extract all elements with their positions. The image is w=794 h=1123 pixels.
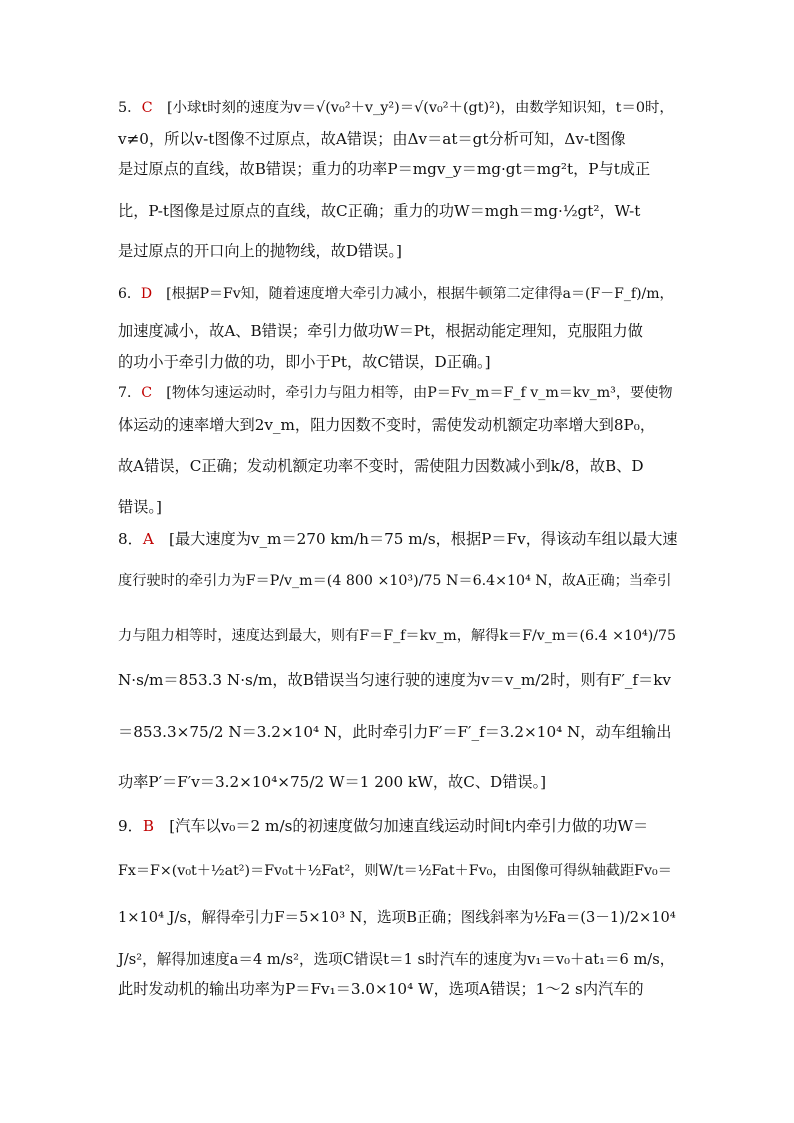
- solution-5-number: 5: [118, 100, 128, 116]
- solution-5-line-3: 是过原点的直线，故B错误；重力的功率P＝mgv_y＝mg·gt＝mg²t，P与t成正: [118, 160, 651, 178]
- solution-7-line-3: 故A错误，C正确；发动机额定功率不变时，需使阻力因数减小到k/8，故B、D: [118, 457, 644, 475]
- solution-9-line-5: 此时发动机的输出功率为P＝Fv₁＝3.0×10⁴ W，选项A错误；1～2 s内汽车的: [118, 980, 644, 998]
- solution-6-number: 6: [118, 286, 127, 302]
- solution-9-number: 9: [118, 817, 128, 835]
- solution-5-line-1: 5．C [小球t时刻的速度为v＝√(v₀²＋v_y²)＝√(v₀²＋(gt)²)，由数学知识知，t＝0时，: [118, 100, 674, 116]
- solution-7-line-1: 7．C [物体匀速运动时，牵引力与阻力相等，由P＝Fv_m＝F_f v_m＝kv_m³，要使物: [118, 385, 673, 401]
- solution-7-line-2: 体运动的速率增大到2v_m，阻力因数不变时，需使发动机额定功率增大到8P₀，: [118, 416, 656, 434]
- solution-9-line-4: J/s²，解得加速度a＝4 m/s²，选项C错误t＝1 s时汽车的速度为v₁＝v₀＋at₁＝6 m/s，: [118, 951, 675, 968]
- solution-8-number: 8: [118, 530, 128, 548]
- solution-8-answer: A: [142, 530, 154, 548]
- solution-6-answer: D: [140, 286, 153, 302]
- solution-7-answer: C: [141, 385, 153, 401]
- solution-7-number: 7: [118, 385, 128, 401]
- solution-9-answer: B: [142, 817, 155, 835]
- solution-6-line-2: 加速度减小，故A、B错误；牵引力做功W＝Pt，根据动能定理知，克服阻力做: [118, 322, 643, 340]
- solution-8-line-2: 度行驶时的牵引力为F＝P/v_m＝(4 800 ×10³)/75 N＝6.4×10⁴ N，故A正确；当牵引: [118, 573, 672, 589]
- solution-8-line-6: 功率P′＝F′v＝3.2×10⁴×75/2 W＝1 200 kW，故C、D错误。]: [118, 773, 547, 791]
- solution-8-line-3: 力与阻力相等时，速度达到最大，则有F＝F_f＝kv_m，解得k＝F/v_m＝(6.4 ×10⁴)/75: [118, 628, 677, 644]
- solution-8-line-1: 8．A [最大速度为v_m＝270 km/h＝75 m/s，根据P＝Fv，得该动车组以最大速: [118, 530, 678, 548]
- solution-5-answer: C: [141, 100, 153, 116]
- solution-6-line-1: 6．D [根据P＝Fv知，随着速度增大牵引力减小，根据牛顿第二定律得a＝(F－F_f)/m，: [118, 286, 674, 302]
- solution-9-line-2: Fx＝F×(v₀t＋½at²)＝Fv₀t＋½Fat²，则W/t＝½Fat＋Fv₀，由图像可得纵轴截距Fv₀＝: [118, 863, 672, 879]
- solution-5-line-4: 比，P-t图像是过原点的直线，故C正确；重力的功W＝mgh＝mg·½gt²，W-t: [118, 202, 641, 220]
- solution-8-line-5: ＝853.3×75/2 N＝3.2×10⁴ N，此时牵引力F′＝F′_f＝3.2×10⁴ N，动车组输出: [118, 723, 672, 741]
- solution-6-line-3: 的功小于牵引力做的功，即小于Pt，故C错误，D正确。]: [118, 353, 491, 371]
- solution-5-line-5: 是过原点的开口向上的抛物线，故D错误。]: [118, 242, 402, 260]
- solution-9-line-3: 1×10⁴ J/s，解得牵引力F＝5×10³ N，选项B正确；图线斜率为½Fa＝(3－1)/2×10⁴: [118, 909, 676, 926]
- solution-8-line-4: N·s/m＝853.3 N·s/m，故B错误当匀速行驶的速度为v＝v_m/2时，则有F′_f＝kv: [118, 671, 671, 689]
- solution-5-line-2: v≠0，所以v-t图像不过原点，故A错误；由Δv＝at＝gt分析可知，Δv-t图像: [118, 130, 626, 148]
- solution-9-line-1: 9．B [汽车以v₀＝2 m/s的初速度做匀加速直线运动时间t内牵引力做的功W＝: [118, 817, 649, 835]
- solution-7-line-4: 错误。]: [118, 498, 162, 516]
